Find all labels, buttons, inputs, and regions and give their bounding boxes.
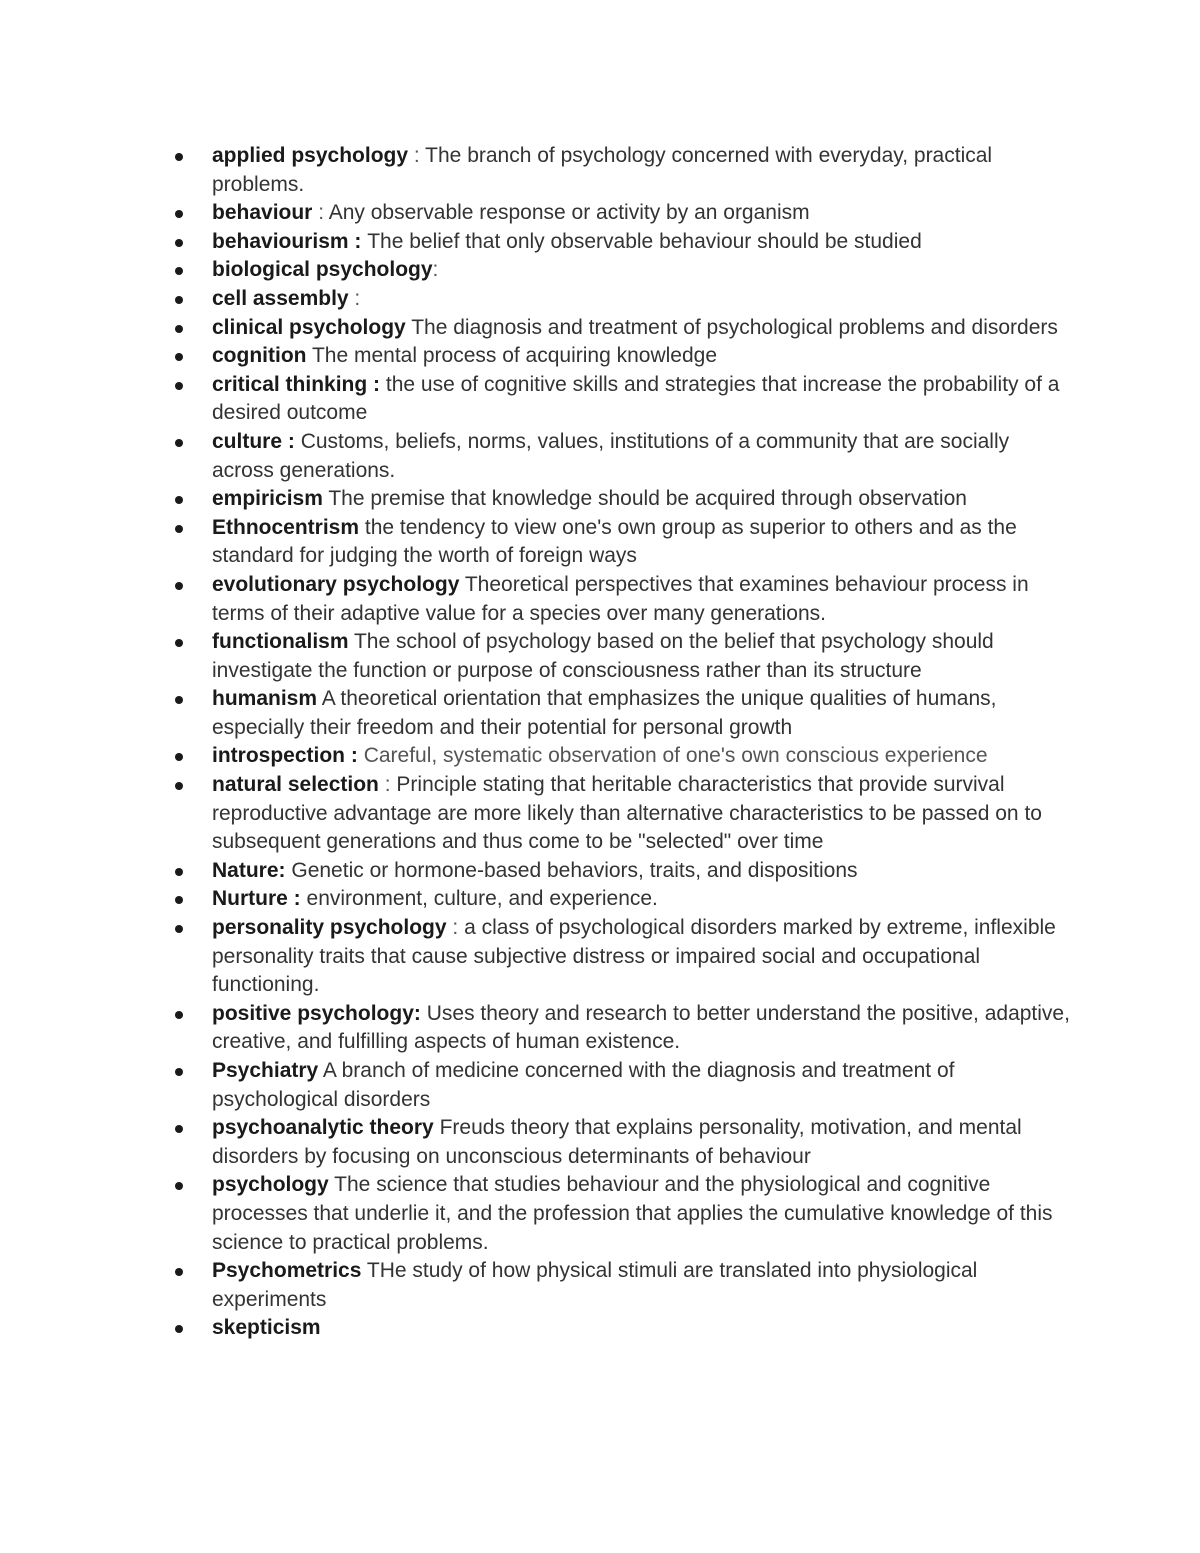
term-separator: : <box>345 744 364 768</box>
glossary-item <box>212 628 1072 685</box>
term-separator: : <box>348 286 361 310</box>
glossary-term: clinical psychology <box>212 315 406 339</box>
glossary-item <box>212 1314 1072 1343</box>
glossary-item <box>212 685 1072 742</box>
bullet-icon <box>175 1182 183 1190</box>
bullet-icon <box>175 582 183 590</box>
glossary-definition: Principle stating that heritable characteristics that provide survival reproductive advantage are more likely than alternative characteristics to be passed on to subsequent generations and thus come to be "selected" over time <box>212 773 1042 854</box>
glossary-term: skepticism <box>212 1316 321 1340</box>
glossary-term: functionalism <box>212 630 349 654</box>
glossary-item <box>212 885 1072 914</box>
bullet-icon <box>175 1125 183 1133</box>
glossary-item <box>212 285 1072 314</box>
glossary-term: biological psychology <box>212 258 433 282</box>
glossary-definition: a class of psychological disorders marked by extreme, inflexible personality traits that cause subjective distress or impaired social and occupational functioning. <box>212 916 1056 997</box>
bullet-icon <box>175 639 183 647</box>
glossary-definition: the tendency to view one's own group as superior to others and as the standard for judging the worth of foreign ways <box>212 515 1017 568</box>
glossary-item <box>212 771 1072 857</box>
glossary-item <box>212 485 1072 514</box>
bullet-icon <box>175 496 183 504</box>
bullet-icon <box>175 868 183 876</box>
term-separator: : <box>348 229 368 253</box>
glossary-definition: Theoretical perspectives that examines behaviour process in terms of their adaptive value for a species over many generations. <box>212 572 1029 625</box>
glossary-definition: Genetic or hormone-based behaviors, traits, and dispositions <box>291 858 858 882</box>
glossary-item <box>212 1000 1072 1057</box>
bullet-icon <box>175 525 183 533</box>
glossary-term: applied psychology <box>212 144 409 167</box>
glossary-term: Ethnocentrism <box>212 515 360 539</box>
term-separator: : <box>287 887 307 911</box>
bullet-icon <box>175 1268 183 1276</box>
glossary-item <box>212 428 1072 485</box>
glossary-term: personality psychology <box>212 916 447 940</box>
glossary-definition: The school of psychology based on the belief that psychology should investigate the function or purpose of consciousness rather than its structure <box>212 630 994 682</box>
glossary-term: culture <box>212 429 283 453</box>
glossary-term: psychology <box>212 1173 329 1197</box>
bullet-icon <box>175 382 183 390</box>
term-separator: : <box>312 201 329 225</box>
glossary-definition: environment, culture, and experience. <box>306 887 658 911</box>
glossary-definition: A theoretical orientation that emphasizes the unique qualities of humans, especially their freedom and their potential for personal growth <box>212 687 997 739</box>
glossary-item <box>212 742 1072 771</box>
glossary-item <box>212 314 1072 343</box>
term-separator: : <box>367 372 386 396</box>
bullet-icon <box>175 896 183 904</box>
glossary-item <box>212 514 1072 571</box>
glossary-definition: Freuds theory that explains personality, motivation, and mental disorders by focusing on unconscious determinants of behaviour <box>212 1116 1022 1168</box>
bullet-icon <box>175 296 183 304</box>
glossary-item <box>212 1057 1072 1114</box>
term-separator: : <box>378 773 397 797</box>
glossary-item <box>212 199 1072 228</box>
glossary-definition: The branch of psychology concerned with everyday, practical problems. <box>212 144 993 196</box>
glossary-item <box>212 256 1072 285</box>
bullet-icon <box>175 1011 183 1019</box>
glossary-term: empiricism <box>212 487 323 511</box>
glossary-definition: The premise that knowledge should be acquired through observation <box>328 487 967 511</box>
glossary-term: behaviourism <box>212 229 349 253</box>
glossary-term: Nature: <box>212 858 286 882</box>
glossary-term: behaviour <box>212 201 313 225</box>
glossary-term: natural selection <box>212 773 379 797</box>
term-separator: : <box>282 429 301 453</box>
glossary-definition: The mental process of acquiring knowledge <box>311 344 718 368</box>
glossary-term: introspection <box>212 744 346 768</box>
glossary-term: critical thinking <box>212 372 368 396</box>
bullet-icon <box>175 782 183 790</box>
glossary-definition: Careful, systematic observation of one's own conscious experience <box>363 744 988 768</box>
glossary-list <box>212 142 1072 1343</box>
glossary-definition: The diagnosis and treatment of psychological problems and disorders <box>411 315 1058 339</box>
bullet-icon <box>175 1325 183 1333</box>
glossary-item <box>212 1257 1072 1314</box>
bullet-icon <box>175 325 183 333</box>
glossary-item <box>212 228 1072 257</box>
bullet-icon <box>175 353 183 361</box>
glossary-definition: Uses theory and research to better understand the positive, adaptive, creative, and fulfilling aspects of human existence. <box>212 1001 1070 1054</box>
glossary-term: cell assembly <box>212 286 349 310</box>
glossary-term: evolutionary psychology <box>212 572 460 596</box>
term-separator: : <box>446 916 465 940</box>
glossary-definition: the use of cognitive skills and strategies that increase the probability of a desired outcome <box>212 372 1060 425</box>
glossary-term: positive psychology: <box>212 1001 421 1025</box>
term-separator: : <box>432 258 439 282</box>
glossary-item <box>212 857 1072 886</box>
glossary-term: psychoanalytic theory <box>212 1116 434 1140</box>
bullet-icon <box>175 696 183 704</box>
glossary-item <box>212 571 1072 628</box>
glossary-item <box>212 1171 1072 1257</box>
bullet-icon <box>175 753 183 761</box>
glossary-definition: THe study of how physical stimuli are translated into physiological experiments <box>212 1259 978 1311</box>
glossary-term: Psychometrics <box>212 1259 362 1283</box>
glossary-item <box>212 342 1072 371</box>
glossary-term: cognition <box>212 344 307 368</box>
glossary-definition: Any observable response or activity by an organism <box>328 201 810 225</box>
bullet-icon <box>175 1068 183 1076</box>
glossary-term: humanism <box>212 687 318 711</box>
glossary-item <box>212 371 1072 428</box>
glossary-definition: Customs, beliefs, norms, values, institutions of a community that are socially across generations. <box>212 429 1010 482</box>
bullet-icon <box>175 153 183 161</box>
glossary-item <box>212 1114 1072 1171</box>
glossary-item <box>212 914 1072 1000</box>
term-separator: : <box>408 144 426 167</box>
glossary-definition: The science that studies behaviour and the physiological and cognitive processes that underlie it, and the profession that applies the cumulative knowledge of this science to practical problems. <box>212 1173 1053 1254</box>
bullet-icon <box>175 439 183 447</box>
glossary-definition: A branch of medicine concerned with the diagnosis and treatment of psychological disorders <box>212 1059 955 1111</box>
glossary-definition: The belief that only observable behaviour should be studied <box>367 229 922 253</box>
glossary-term: Nurture <box>212 887 288 911</box>
bullet-icon <box>175 925 183 933</box>
glossary-item <box>212 142 1072 199</box>
bullet-icon <box>175 210 183 218</box>
bullet-icon <box>175 239 183 247</box>
bullet-icon <box>175 267 183 275</box>
glossary-term: Psychiatry <box>212 1059 319 1082</box>
